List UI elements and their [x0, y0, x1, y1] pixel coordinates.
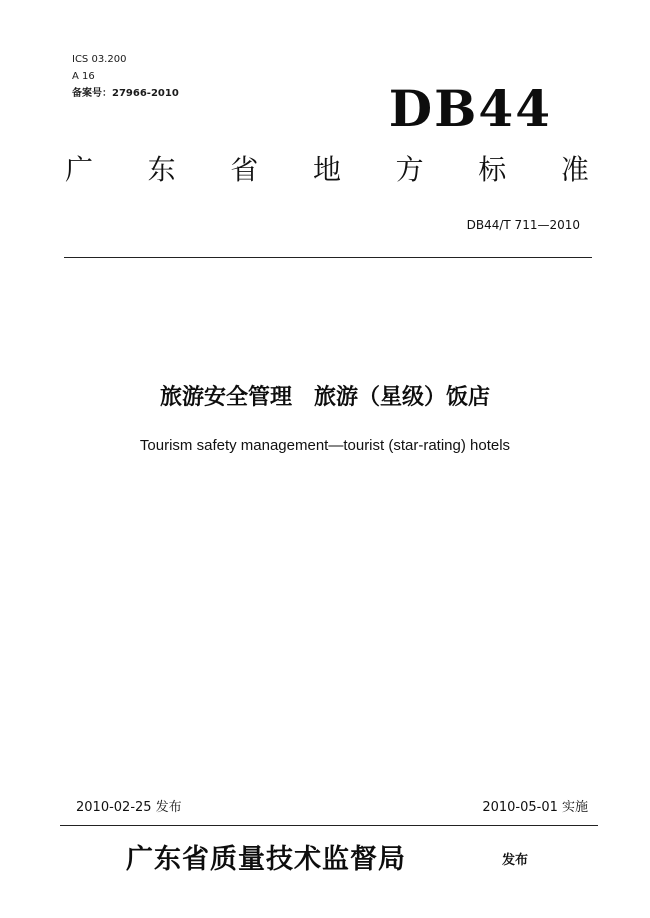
standard-number: DB44/T 711—2010 — [466, 218, 580, 232]
classification-code: A 16 — [72, 71, 95, 82]
document-title-english: Tourism safety management—tourist (star-rating) hotels — [139, 437, 511, 454]
standard-type-char: 准 — [560, 153, 589, 186]
standard-type-char: 方 — [395, 153, 424, 186]
record-number: 备案号：27966-2010 — [72, 88, 179, 99]
standard-type-heading — [62, 153, 592, 187]
issuing-authority-suffix: 发布 — [502, 853, 529, 868]
ics-code: ICS 03.200 — [72, 54, 127, 65]
standard-type-char: 广 — [64, 153, 93, 186]
implementation-date: 2010-05-01 实施 — [482, 800, 588, 815]
header-divider — [64, 257, 592, 258]
standard-code-logo: DB44 — [388, 79, 552, 138]
standard-type-char: 标 — [478, 153, 507, 186]
document-title-chinese: 旅游安全管理 旅游（星级）饭店 — [159, 385, 490, 410]
standard-type-char: 省 — [230, 153, 259, 186]
issuing-authority: 广东省质量技术监督局 — [126, 844, 406, 875]
issue-date: 2010-02-25 发布 — [76, 800, 182, 815]
standard-type-char: 东 — [147, 153, 176, 186]
standard-type-char: 地 — [312, 153, 341, 186]
footer-divider — [60, 825, 598, 826]
